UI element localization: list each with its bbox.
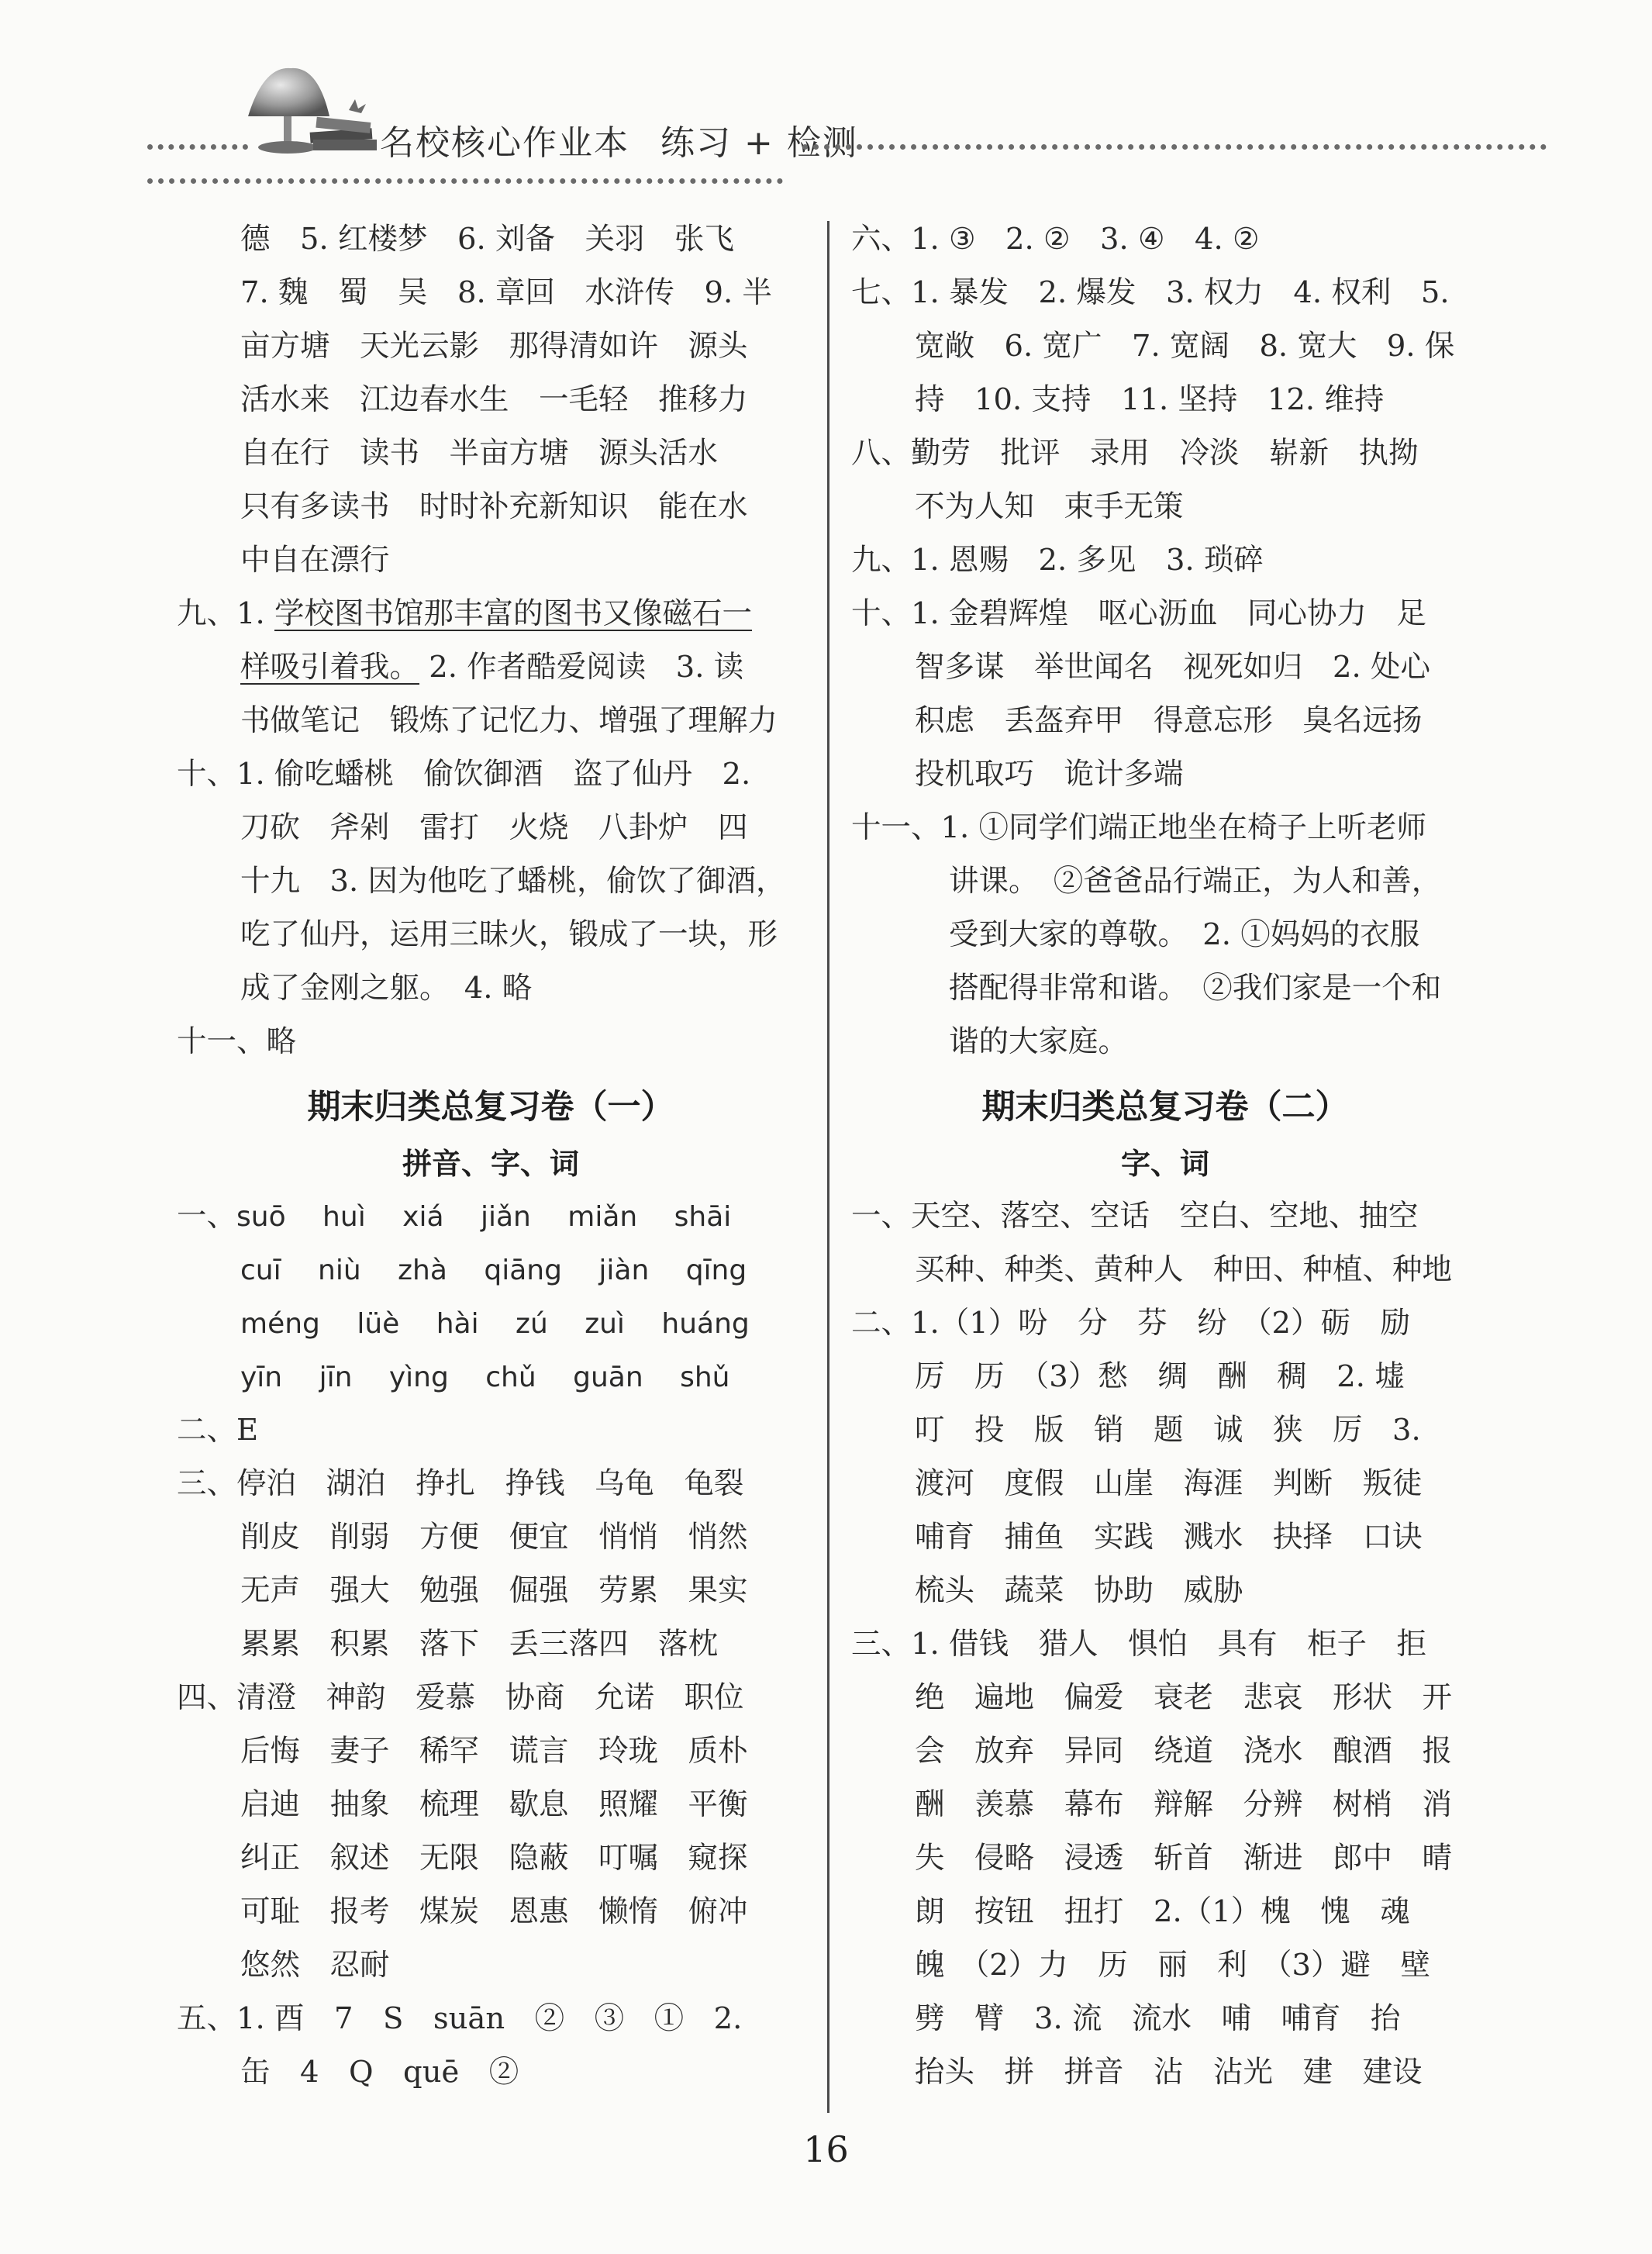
answer-line: 成了金刚之躯。 4. 略 — [240, 971, 533, 1006]
s2-line-1 — [851, 1296, 1479, 1350]
question-label: 四、 — [177, 1680, 237, 1715]
answer-text: E — [236, 1413, 259, 1448]
q9-rest: 2. 作者酷爱阅读 3. 读 — [419, 650, 744, 685]
left-column — [177, 212, 805, 2099]
answer-line: 削皮 削弱 方便 便宜 悄悄 悄然 — [240, 1520, 748, 1555]
s3-line-1 — [177, 1457, 805, 1510]
answer-text: 停泊 湖泊 挣扎 挣钱 乌龟 龟裂 — [236, 1466, 744, 1501]
answer-line: 受到大家的尊敬。 2. ①妈妈的衣服 — [949, 917, 1420, 952]
question-label: 二、 — [851, 1306, 912, 1341]
answer-line: 纠正 叙述 无限 隐蔽 叮嘱 窥探 — [240, 1841, 748, 1876]
answer-line: 劈 臂 3. 流 流水 哺 哺育 抬 — [915, 2001, 1401, 2036]
answer-line: 吃了仙丹，运用三昧火，锻成了一块，形 — [240, 917, 778, 952]
answer-line: 积虑 丢盔弃甲 得意忘形 臭名远扬 — [915, 703, 1423, 738]
answer-line: 活水来 江边春水生 一毛轻 推移力 — [240, 382, 748, 417]
answer-line: 十九 3. 因为他吃了蟠桃，偷饮了御酒， — [240, 864, 786, 899]
answer-line: 自在行 读书 半亩方塘 源头活水 — [240, 436, 719, 471]
answer-line: 亩方塘 天光云影 那得清如许 源头 — [240, 329, 748, 364]
answer-line: 魄 （2）力 历 丽 利 （3）避 壁 — [915, 1948, 1430, 1983]
question-label: 三、 — [851, 1627, 912, 1662]
book-title: 名校核心作业本 — [380, 123, 629, 163]
section-subtitle: 拼音、字、词 — [402, 1147, 579, 1181]
answer-line: 无声 强大 勉强 倔强 劳累 果实 — [240, 1573, 748, 1608]
lamp-books-icon — [233, 62, 380, 163]
answer-text: 1. 酉 7 S suān ② ③ ① 2. — [236, 2001, 743, 2036]
answer-line: 宽敞 6. 宽广 7. 宽阔 8. 宽大 9. 保 — [915, 329, 1455, 364]
section-subtitle: 字、词 — [1120, 1147, 1209, 1181]
answer-line: 买种、种类、黄种人 种田、种植、种地 — [915, 1252, 1453, 1287]
answer-line: 刀砍 斧剁 雷打 火烧 八卦炉 四 — [240, 810, 748, 845]
question-6-line — [851, 212, 1479, 266]
answer-text: 勤劳 批评 录用 冷淡 崭新 执拗 — [911, 436, 1419, 471]
question-9-line-2 — [177, 640, 805, 694]
answer-line: 酬 羡慕 幕布 辩解 分辨 树梢 消 — [915, 1787, 1453, 1822]
column-divider — [827, 221, 829, 2113]
answer-line: 朗 按钮 扭打 2.（1）槐 愧 魂 — [915, 1894, 1410, 1929]
question-10-line-1 — [177, 747, 805, 801]
s2-line — [177, 1403, 805, 1457]
answer-line: 7. 魏 蜀 吴 8. 章回 水浒传 9. 半 — [240, 275, 772, 310]
answer-line: 失 侵略 浸透 斩首 渐进 郎中 晴 — [915, 1841, 1453, 1876]
header-dotted-rule-right — [802, 144, 1547, 150]
answer-line: 厉 历 （3）愁 绸 酬 稠 2. 墟 — [915, 1359, 1405, 1394]
pinyin-text: yīn jīn yìng chǔ guān shǔ — [240, 1362, 730, 1393]
answer-line: 梳头 蔬菜 协助 威胁 — [915, 1573, 1243, 1608]
answer-line: 中自在漂行 — [240, 543, 390, 578]
underlined-answer: 学校图书馆那丰富的图书又像磁石一 — [274, 596, 753, 631]
answer-line: 投机取巧 诡计多端 — [915, 757, 1184, 792]
pinyin-line — [177, 1350, 805, 1403]
answer-text: 1. 借钱 猎人 惧怕 具有 柜子 拒 — [911, 1627, 1426, 1662]
underlined-answer: 样吸引着我。 — [240, 650, 420, 685]
question-label: 七、 — [851, 275, 912, 310]
answer-text: 1. 暴发 2. 爆发 3. 权力 4. 权利 5. — [911, 275, 1450, 310]
answer-line: 德 5. 红楼梦 6. 刘备 关羽 张飞 — [240, 222, 734, 257]
answer-line: 持 10. 支持 11. 坚持 12. 维持 — [915, 382, 1385, 417]
answer-line: 渡河 度假 山崖 海涯 判断 叛徒 — [915, 1466, 1423, 1501]
question-label: 八、 — [851, 436, 912, 471]
s1-line-1 — [177, 1189, 805, 1243]
answer-line: 讲课。 ②爸爸品行端正，为人和善， — [949, 864, 1442, 899]
section-title: 期末归类总复习卷（二） — [981, 1088, 1349, 1127]
answer-line: 可耻 报考 煤炭 恩惠 懒惰 俯冲 — [240, 1894, 748, 1929]
answer-line: 抬头 拼 拼音 沾 沾光 建 建设 — [915, 2055, 1423, 2090]
answer-text: 略 — [266, 1024, 297, 1059]
question-9-line-1 — [177, 587, 805, 640]
answer-line: 叮 投 版 销 题 诚 狭 厉 3. — [915, 1413, 1421, 1448]
pinyin-line — [177, 1296, 805, 1350]
answer-text: 1. ③ 2. ② 3. ④ 4. ② — [911, 222, 1260, 257]
answer-text: 1. 金碧辉煌 呕心沥血 同心协力 足 — [911, 596, 1426, 631]
answer-line: 绝 遍地 偏爱 衰老 悲哀 形状 开 — [915, 1680, 1453, 1715]
s1-line-1 — [851, 1189, 1479, 1243]
answer-line: 缶 4 Q quē ② — [240, 2055, 519, 2090]
question-7-line-1 — [851, 266, 1479, 319]
question-label: 一、 — [851, 1199, 912, 1234]
question-label: 十一、 — [177, 1024, 267, 1059]
answer-text: 1.（1）吩 分 芬 纷 （2）砺 励 — [911, 1306, 1410, 1341]
answer-text: 1. 偷吃蟠桃 偷饮御酒 盗了仙丹 2. — [236, 757, 751, 792]
pinyin-text: suō huì xiá jiǎn miǎn shāi — [236, 1201, 732, 1233]
question-11-line — [177, 1015, 805, 1068]
answer-line: 书做笔记 锻炼了记忆力、增强了理解力 — [240, 703, 778, 738]
question-label: 十、 — [851, 596, 912, 631]
section-title: 期末归类总复习卷（一） — [307, 1088, 674, 1127]
question-label: 六、 — [851, 222, 912, 257]
answer-line: 后悔 妻子 稀罕 谎言 玲珑 质朴 — [240, 1734, 748, 1769]
header-title — [380, 115, 889, 164]
answer-line: 只有多读书 时时补充新知识 能在水 — [240, 489, 748, 524]
book-subtitle: 练习 + 检测 — [660, 123, 858, 163]
question-label: 九、 — [851, 543, 912, 578]
answer-line: 智多谋 举世闻名 视死如归 2. 处心 — [915, 650, 1430, 685]
answer-line: 启迪 抽象 梳理 歇息 照耀 平衡 — [240, 1787, 748, 1822]
answer-line: 哺育 捕鱼 实践 溅水 抉择 口诀 — [915, 1520, 1423, 1555]
answer-line: 搭配得非常和谐。 ②我们家是一个和 — [949, 971, 1442, 1006]
answer-text: 1. ①同学们端正地坐在椅子上听老师 — [940, 810, 1426, 845]
answer-text: 天空、落空、空话 空白、空地、抽空 — [911, 1199, 1419, 1234]
question-8-line-1 — [851, 426, 1479, 480]
answer-line: 累累 积累 落下 丢三落四 落枕 — [240, 1627, 719, 1662]
question-10-line-1 — [851, 587, 1479, 640]
answer-line: 悠然 忍耐 — [240, 1948, 390, 1983]
question-label: 一、 — [177, 1199, 237, 1234]
question-label: 九、 — [177, 596, 237, 631]
page-header — [0, 0, 1652, 202]
pinyin-line — [177, 1243, 805, 1296]
answer-line: 不为人知 束手无策 — [915, 489, 1184, 524]
answer-text: 清澄 神韵 爱慕 协商 允诺 职位 — [236, 1680, 744, 1715]
question-label: 二、 — [177, 1413, 237, 1448]
s5-line-1 — [177, 1992, 805, 2045]
right-column — [851, 212, 1479, 2099]
s3-line-1 — [851, 1617, 1479, 1671]
question-label: 五、 — [177, 2001, 237, 2036]
pinyin-text: méng lüè hài zú zuì huáng — [240, 1308, 750, 1340]
pinyin-text: cuī niù zhà qiāng jiàn qīng — [240, 1255, 747, 1286]
answer-text: 1. 恩赐 2. 多见 3. 琐碎 — [911, 543, 1264, 578]
s4-line-1 — [177, 1671, 805, 1724]
header-dotted-rule-lower — [147, 178, 783, 184]
question-11-line-1 — [851, 801, 1479, 854]
question-9-line — [851, 533, 1479, 587]
question-label: 十一、 — [851, 810, 941, 845]
answer-line: 会 放弃 异同 绕道 浇水 酿酒 报 — [915, 1734, 1453, 1769]
answer-line: 谐的大家庭。 — [949, 1024, 1129, 1059]
question-label: 十、 — [177, 757, 237, 792]
page-number: 16 — [803, 2128, 849, 2170]
question-label: 三、 — [177, 1466, 237, 1501]
q9-prefix: 1. — [236, 596, 274, 631]
